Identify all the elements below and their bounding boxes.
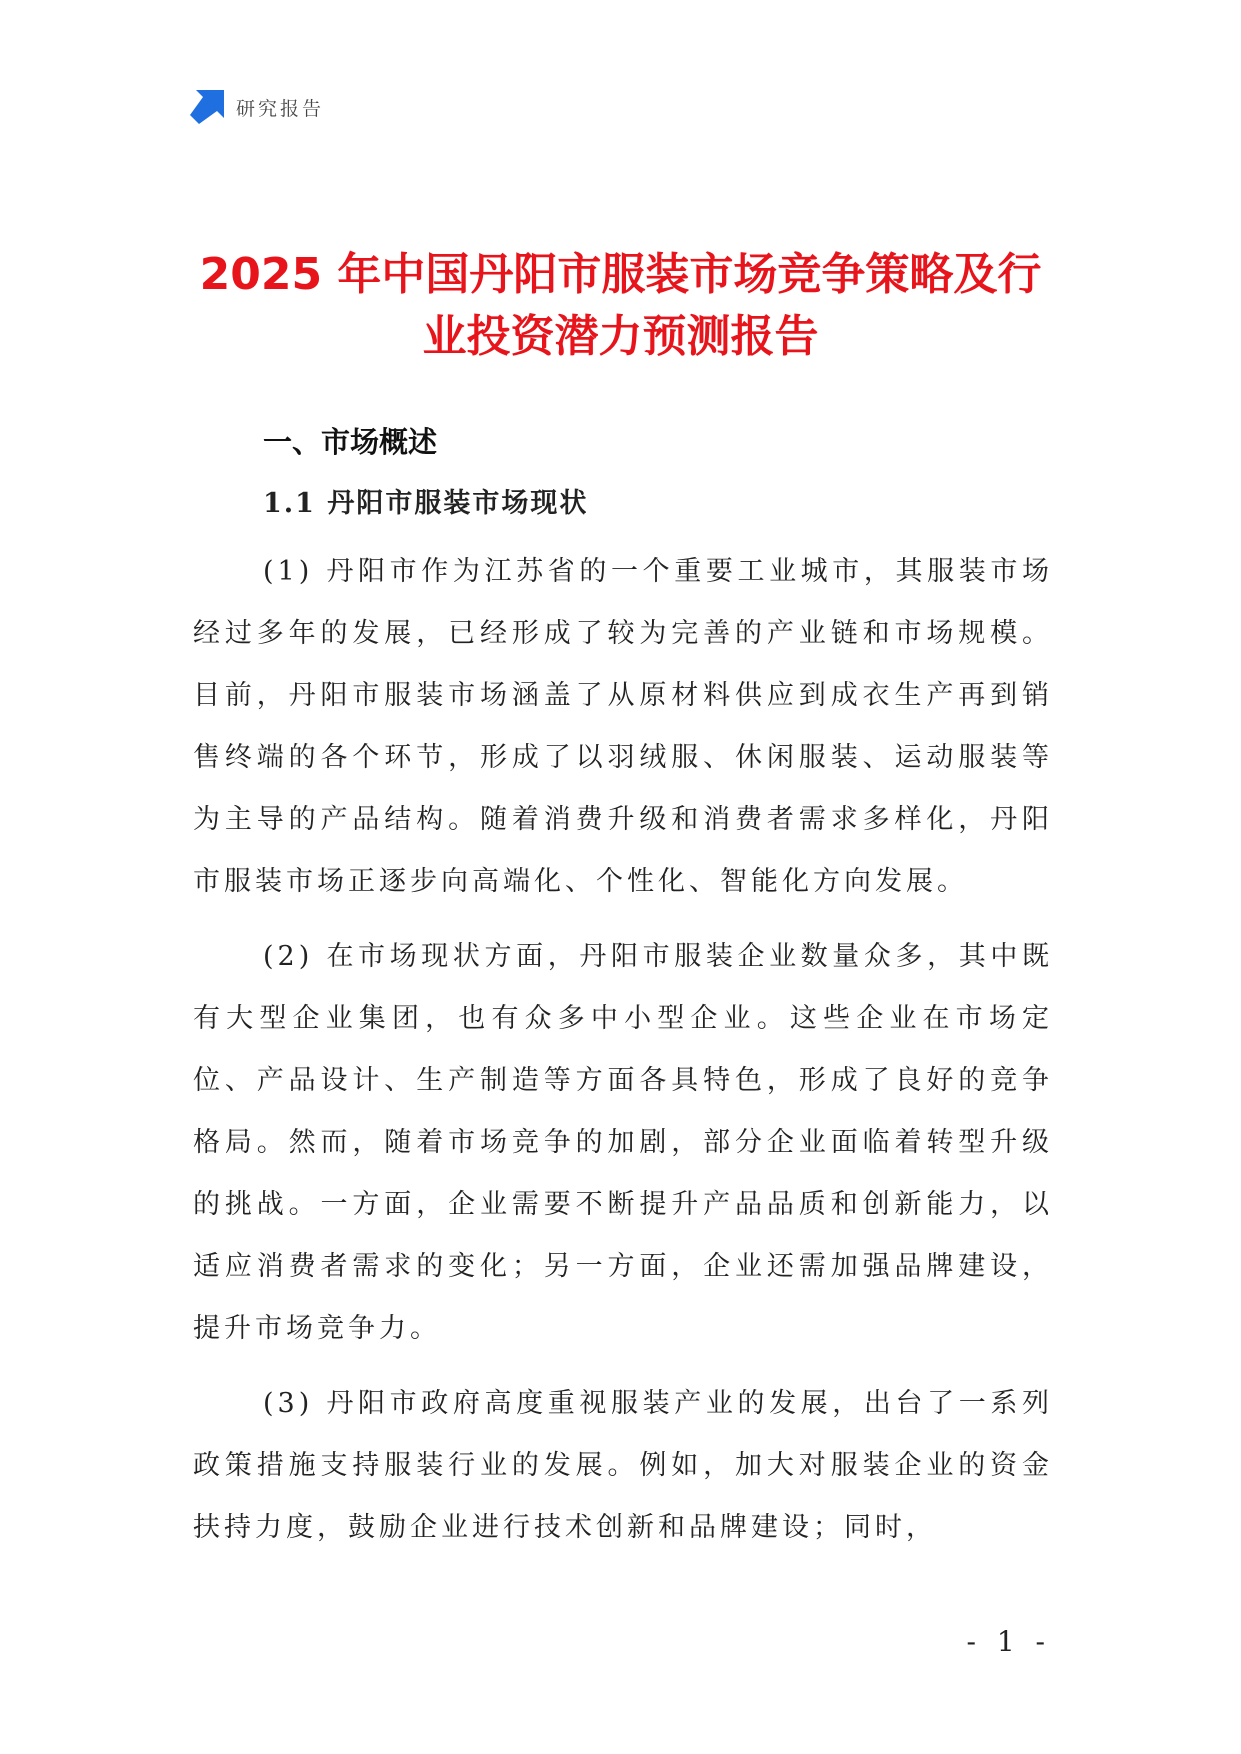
report-body — [193, 418, 1053, 1559]
paragraph-1: (1) 丹阳市作为江苏省的一个重要工业城市，其服装市场经过多年的发展，已经形成了较为完善的产业链和市场规模。目前，丹阳市服装市场涵盖了从原材料供应到成衣生产再到销售终端的各个环节，形成了以羽绒服、休闲服装、运动服装等为主导的产品结构。随着消费升级和消费者需求多样化，丹阳市服装市场正逐步向高端化、个性化、智能化方向发展。 — [193, 556, 1053, 897]
report-header — [190, 90, 324, 124]
report-title-line-2: 业投资潜力预测报告 — [422, 311, 819, 363]
subsection-heading: 1.1 丹阳市服装市场现状 — [263, 488, 589, 519]
section-heading: 一、市场概述 — [263, 425, 438, 459]
page-number: - 1 - — [966, 1625, 1051, 1658]
paragraph-2: (2) 在市场现状方面，丹阳市服装企业数量众多，其中既有大型企业集团，也有众多中小型企业。这些企业在市场定位、产品设计、生产制造等方面各具特色，形成了良好的竞争格局。然而，随着市场竞争的加剧，部分企业面临着转型升级的挑战。一方面，企业需要不断提升产品品质和创新能力，以适应消费者需求的变化；另一方面，企业还需加强品牌建设，提升市场竞争力。 — [193, 941, 1053, 1344]
paragraph-3: (3) 丹阳市政府高度重视服装产业的发展，出台了一系列政策措施支持服装行业的发展。例如，加大对服装企业的资金扶持力度，鼓励企业进行技术创新和品牌建设；同时， — [193, 1388, 1053, 1543]
arrow-up-right-icon — [190, 90, 224, 124]
report-title-line-1: 2025 年中国丹阳市服装市场竞争策略及行 — [199, 249, 1042, 301]
report-title — [150, 244, 1091, 368]
header-label: 研究报告 — [236, 97, 325, 120]
